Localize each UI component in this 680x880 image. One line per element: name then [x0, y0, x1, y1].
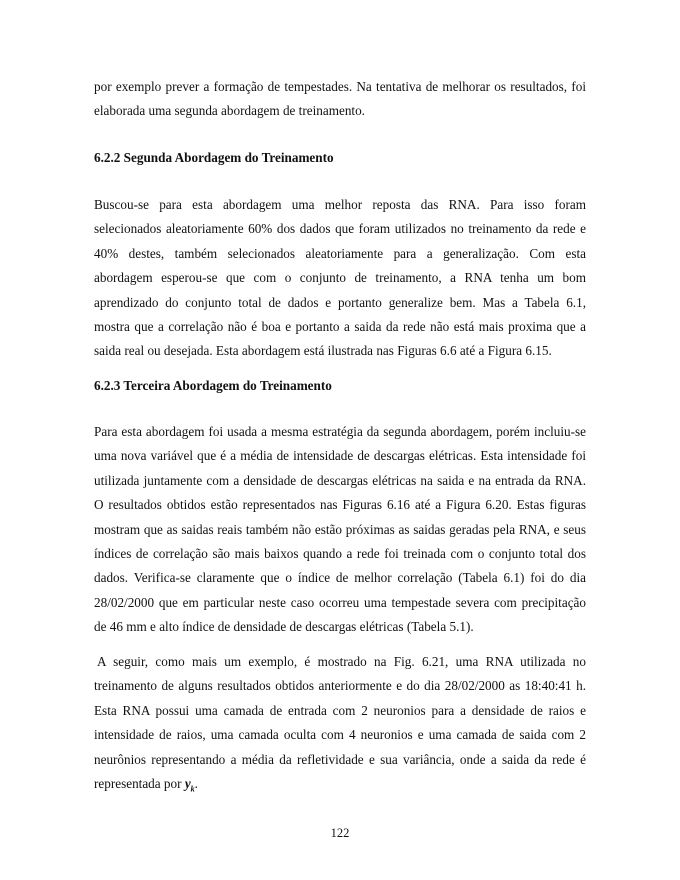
text-line: Buscou-se para esta abordagem uma melhor reposta das RNA. Para isso foram [94, 197, 586, 212]
text-line: neurônios representando a média da refletividade e sua variância, onde a saida da rede é [94, 751, 586, 767]
output-variable [184, 776, 195, 794]
text-line: abordagem esperou-se que com o conjunto de treinamento, a RNA tenha um bom [94, 270, 586, 286]
section-6-2-2-paragraph [94, 193, 586, 364]
text-line: de 46 mm e alto índice de densidade de descargas elétricas (Tabela 5.1). [94, 619, 474, 635]
text-fragment: . [194, 776, 198, 792]
text-line: índices de correlação são mais baixos quando a rede foi treinada com o conjunto total dos [94, 546, 586, 562]
text-line: Para esta abordagem foi usada a mesma estratégia da segunda abordagem, porém incluiu-se [94, 424, 586, 439]
text-line: por exemplo prever a formação de tempestades. Na tentativa de melhorar os resultados, foi [94, 79, 586, 94]
text-line: 40% destes, também selecionados aleatoriamente para a generalização. Com esta [94, 245, 586, 261]
text-line: 28/02/2000 que em particular neste caso ocorreu uma tempestade severa com precipitação [94, 594, 586, 610]
variable-symbol: y [184, 776, 191, 792]
section-6-2-3-paragraph [94, 420, 586, 640]
text-line: mostram que as saidas reais também não estão próximas as saidas geradas pela RNA, e seus [94, 521, 586, 537]
text-line: O resultados obtidos estão representados nas Figuras 6.16 até a Figura 6.20. Estas figuras [94, 497, 586, 513]
section-heading-6-2-3: 6.2.3 Terceira Abordagem do Treinamento [94, 378, 332, 393]
text-line: mostra que a correlação não é boa e portanto a saida da rede não está mais proxima que a [94, 319, 586, 335]
text-line: aprendizado do conjunto total de dados e portanto generalize bem. Mas a Tabela 6.1, [94, 294, 586, 310]
text-line: selecionados aleatoriamente 60% dos dados que foram utilizados no treinamento da rede e [94, 221, 586, 237]
page-number: 122 [330, 826, 350, 840]
text-line: elaborada uma segunda abordagem de treinamento. [94, 103, 365, 119]
text-line: Esta RNA possui uma camada de entrada com 2 neuronios para a densidade de raios e [94, 702, 586, 718]
text-line: utilizada juntamente com a densidade de descargas elétricas na saida e na entrada da RNA. [94, 472, 586, 488]
text-line: treinamento de alguns resultados obtidos anteriormente e do dia 28/02/2000 as 18:40:41 h. [94, 678, 586, 694]
text-line-final [94, 772, 586, 802]
text-fragment: representada por [94, 776, 185, 792]
text-line: dados. Verifica-se claramente que o índice de melhor correlação (Tabela 6.1) foi do dia [94, 570, 586, 586]
section-heading-6-2-2: 6.2.2 Segunda Abordagem do Treinamento [94, 150, 334, 165]
text-line: intensidade de raios, uma camada oculta com 4 neuronios e uma camada de saida com 2 [94, 727, 586, 743]
intro-paragraph [94, 75, 586, 124]
text-line: saida real ou desejada. Esta abordagem está ilustrada nas Figuras 6.6 até a Figura 6.15. [94, 343, 552, 359]
variable-subscript: k [190, 784, 195, 794]
text-line: A seguir, como mais um exemplo, é mostrado na Fig. 6.21, uma RNA utilizada no [97, 654, 586, 669]
closing-paragraph [94, 650, 586, 802]
text-line: uma nova variável que é a média de intensidade de descargas elétricas. Esta intensidade foi [94, 448, 586, 464]
